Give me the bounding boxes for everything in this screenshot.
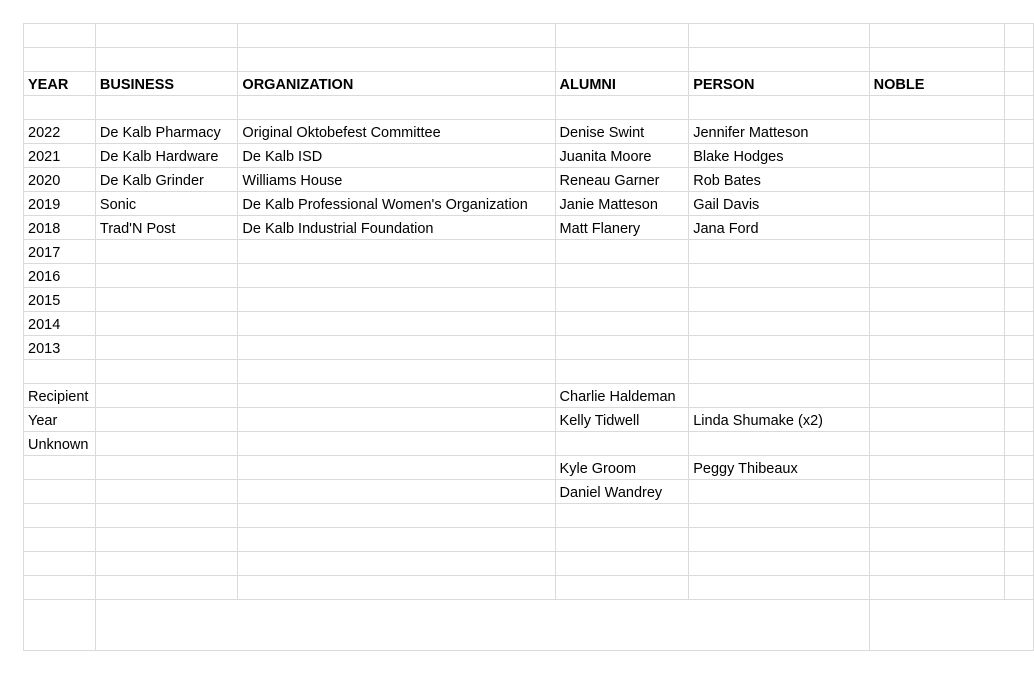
table-row [24,360,1034,384]
cell-organization[interactable] [238,480,555,504]
cell-noble[interactable] [869,480,1004,504]
cell-noble[interactable] [869,552,1004,576]
cell-person[interactable]: Blake Hodges [689,144,869,168]
cell-organization[interactable] [238,504,555,528]
cell-noble[interactable] [869,408,1004,432]
cell-business[interactable] [95,408,238,432]
cell[interactable] [1004,72,1033,96]
cell[interactable] [1004,216,1033,240]
cell-person[interactable] [689,336,869,360]
cell-business[interactable] [95,480,238,504]
cell[interactable] [1004,456,1033,480]
cell-year[interactable]: 2014 [24,312,96,336]
cell[interactable] [1004,168,1033,192]
cell-noble[interactable] [869,216,1004,240]
cell[interactable] [1004,432,1033,456]
cell-year[interactable] [24,480,96,504]
cell-organization[interactable]: De Kalb Professional Women's Organization [238,192,555,216]
table-row [24,216,1034,240]
cell[interactable] [1004,360,1033,384]
cell-organization[interactable] [238,552,555,576]
cell-alumni[interactable]: Kelly Tidwell [555,408,689,432]
cell-organization[interactable] [238,576,555,600]
cell-year[interactable]: 2020 [24,168,96,192]
cell[interactable] [869,24,1004,48]
cell-noble[interactable] [869,384,1004,408]
empty-row [24,24,1034,48]
cell-organization[interactable] [238,384,555,408]
cell-business[interactable] [95,384,238,408]
cell[interactable] [1004,192,1033,216]
cell-alumni[interactable]: Denise Swint [555,120,689,144]
table-row [24,144,1034,168]
cell-noble[interactable] [869,432,1004,456]
cell-noble[interactable] [869,168,1004,192]
cell-business[interactable] [95,552,238,576]
cell[interactable] [869,96,1004,120]
cell-business[interactable] [95,456,238,480]
cell[interactable] [95,96,238,120]
cell-business[interactable] [95,432,238,456]
cell[interactable] [555,48,689,72]
cell-year[interactable] [24,456,96,480]
cell-organization[interactable] [238,264,555,288]
cell[interactable] [238,48,555,72]
cell-person[interactable] [689,312,869,336]
cell[interactable] [1004,408,1033,432]
spreadsheet-grid [23,23,1034,651]
cell-person[interactable] [689,240,869,264]
cell-year[interactable]: 2018 [24,216,96,240]
cell-person[interactable]: Gail Davis [689,192,869,216]
cell-alumni[interactable] [555,528,689,552]
cell[interactable] [1004,96,1033,120]
cell-business[interactable] [95,288,238,312]
cell-year[interactable]: Year [24,408,96,432]
cell[interactable] [1004,312,1033,336]
table-row [24,384,1034,408]
cell-organization[interactable]: Williams House [238,168,555,192]
cell-person[interactable] [689,552,869,576]
header-business[interactable]: BUSINESS [95,72,238,96]
cell-organization[interactable] [238,408,555,432]
cell-year[interactable]: 2015 [24,288,96,312]
cell-noble[interactable] [869,336,1004,360]
cell-person[interactable] [689,384,869,408]
header-noble[interactable]: NOBLE [869,72,1004,96]
cell[interactable] [24,48,96,72]
cell-person[interactable]: Linda Shumake (x2) [689,408,869,432]
cell-year[interactable]: 2021 [24,144,96,168]
cell[interactable] [1004,480,1033,504]
cell-organization[interactable] [238,312,555,336]
cell[interactable] [1004,48,1033,72]
header-person[interactable]: PERSON [689,72,869,96]
header-alumni[interactable]: ALUMNI [555,72,689,96]
cell-year[interactable]: 2019 [24,192,96,216]
cell-alumni[interactable]: Daniel Wandrey [555,480,689,504]
table-row [24,504,1034,528]
cell-person[interactable]: Peggy Thibeaux [689,456,869,480]
table-row [24,528,1034,552]
table-row [24,120,1034,144]
cell[interactable] [1004,552,1033,576]
cell-alumni[interactable]: Juanita Moore [555,144,689,168]
table-row [24,456,1034,480]
cell[interactable] [1004,120,1033,144]
cell-noble[interactable] [869,288,1004,312]
cell-person[interactable] [689,504,869,528]
table-row [24,552,1034,576]
cell-year[interactable] [24,504,96,528]
cell[interactable] [238,24,555,48]
cell[interactable] [555,24,689,48]
cell-noble[interactable] [869,504,1004,528]
cell[interactable] [1004,240,1033,264]
cell-year[interactable] [24,360,96,384]
cell-alumni[interactable]: Kyle Groom [555,456,689,480]
cell-person[interactable] [689,288,869,312]
cell-alumni[interactable] [555,432,689,456]
cell-year[interactable]: 2017 [24,240,96,264]
cell-noble[interactable] [869,240,1004,264]
cell-business[interactable]: De Kalb Grinder [95,168,238,192]
cell[interactable] [238,96,555,120]
empty-row [24,96,1034,120]
cell-person[interactable] [689,360,869,384]
cell-organization[interactable]: De Kalb Industrial Foundation [238,216,555,240]
cell[interactable] [1004,528,1033,552]
cell-year[interactable]: 2016 [24,264,96,288]
cell-alumni[interactable] [555,264,689,288]
cell-noble[interactable] [869,360,1004,384]
cell-alumni[interactable] [555,504,689,528]
cell-business[interactable] [95,576,238,600]
cell-business[interactable]: Trad'N Post [95,216,238,240]
cell-person[interactable]: Rob Bates [689,168,869,192]
cell-organization[interactable] [238,240,555,264]
cell[interactable] [1004,288,1033,312]
cell-alumni[interactable] [555,360,689,384]
cell[interactable] [1004,336,1033,360]
cell-business[interactable]: De Kalb Pharmacy [95,120,238,144]
cell[interactable] [1004,576,1033,600]
cell-person[interactable] [689,432,869,456]
table-row [24,432,1034,456]
cell-noble[interactable] [869,144,1004,168]
cell-person[interactable]: Jennifer Matteson [689,120,869,144]
cell-noble[interactable] [869,312,1004,336]
cell-alumni[interactable]: Janie Matteson [555,192,689,216]
cell[interactable] [95,48,238,72]
header-year[interactable]: YEAR [24,72,96,96]
cell[interactable] [24,600,96,651]
cell-business[interactable] [95,528,238,552]
table-row [24,480,1034,504]
cell[interactable] [1004,264,1033,288]
cell-person[interactable] [689,264,869,288]
cell-noble[interactable] [869,576,1004,600]
cell-alumni[interactable] [555,312,689,336]
cell-business[interactable] [95,504,238,528]
cell[interactable] [869,48,1004,72]
cell-year[interactable]: Recipient [24,384,96,408]
cell-business[interactable]: De Kalb Hardware [95,144,238,168]
cell-organization[interactable] [238,288,555,312]
cell-alumni[interactable] [555,576,689,600]
cell-business[interactable] [95,336,238,360]
cell-person[interactable] [689,576,869,600]
cell-alumni[interactable] [555,288,689,312]
cell-year[interactable] [24,552,96,576]
cell-year[interactable]: 2013 [24,336,96,360]
cell-organization[interactable]: De Kalb ISD [238,144,555,168]
cell-person[interactable] [689,480,869,504]
cell[interactable] [689,48,869,72]
cell-alumni[interactable] [555,552,689,576]
header-organization[interactable]: ORGANIZATION [238,72,555,96]
empty-row [24,48,1034,72]
cell-person[interactable] [689,528,869,552]
cell-noble[interactable] [869,120,1004,144]
cell-noble[interactable] [869,264,1004,288]
cell-year[interactable] [24,576,96,600]
cell-alumni[interactable] [555,336,689,360]
cell-alumni[interactable]: Reneau Garner [555,168,689,192]
cell-noble[interactable] [869,192,1004,216]
cell-noble[interactable] [869,456,1004,480]
cell-person[interactable]: Jana Ford [689,216,869,240]
cell-year[interactable] [24,528,96,552]
merged-cell[interactable] [869,600,1033,651]
header-row [24,72,1034,96]
cell[interactable] [24,24,96,48]
cell-noble[interactable] [869,528,1004,552]
table-row [24,168,1034,192]
cell-alumni[interactable]: Matt Flanery [555,216,689,240]
table-row [24,336,1034,360]
cell-alumni[interactable] [555,240,689,264]
cell-year[interactable]: 2022 [24,120,96,144]
table-row [24,240,1034,264]
cell[interactable] [95,24,238,48]
table-row [24,192,1034,216]
table-row [24,288,1034,312]
cell-organization[interactable]: Original Oktobefest Committee [238,120,555,144]
cell-business[interactable] [95,264,238,288]
table-row [24,408,1034,432]
merged-cell[interactable] [95,600,869,651]
cell[interactable] [1004,384,1033,408]
cell[interactable] [689,96,869,120]
cell-organization[interactable] [238,432,555,456]
cell[interactable] [1004,144,1033,168]
cell-alumni[interactable]: Charlie Haldeman [555,384,689,408]
cell-organization[interactable] [238,360,555,384]
cell[interactable] [24,96,96,120]
cell-business[interactable] [95,360,238,384]
cell[interactable] [1004,504,1033,528]
cell-organization[interactable] [238,528,555,552]
spreadsheet [23,23,1034,651]
merged-row [24,600,1034,651]
cell-business[interactable] [95,312,238,336]
cell-business[interactable] [95,240,238,264]
table-row [24,264,1034,288]
cell[interactable] [555,96,689,120]
cell[interactable] [689,24,869,48]
cell-organization[interactable] [238,336,555,360]
cell-organization[interactable] [238,456,555,480]
table-row [24,312,1034,336]
cell[interactable] [1004,24,1033,48]
table-row [24,576,1034,600]
cell-year[interactable]: Unknown [24,432,96,456]
cell-business[interactable]: Sonic [95,192,238,216]
